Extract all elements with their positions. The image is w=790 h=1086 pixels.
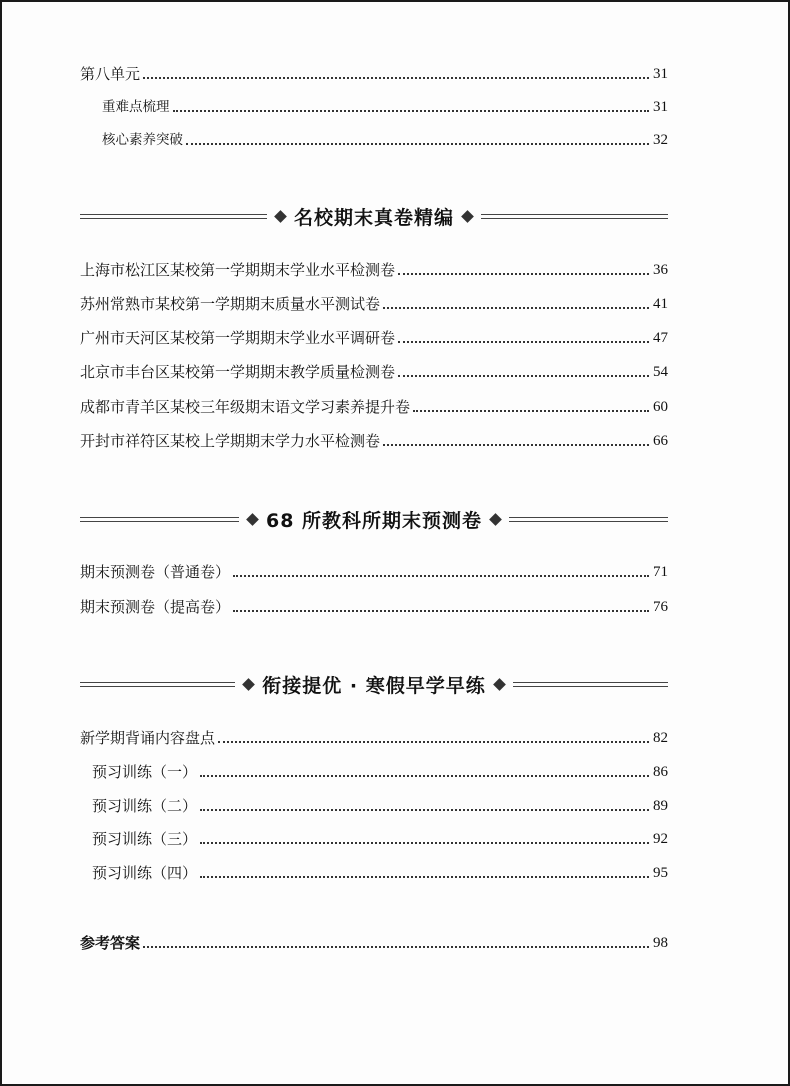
toc-page-number: 92 [653, 831, 668, 847]
leader-dots [398, 273, 649, 275]
diamond-icon [493, 678, 506, 691]
toc-entry-title: 核心素养突破 [102, 132, 183, 148]
leader-dots [383, 444, 649, 446]
toc-entry-title: 期末预测卷（普通卷） [80, 563, 231, 581]
header-rule-left [80, 517, 239, 522]
toc-entry-preview-2[interactable] [92, 792, 668, 816]
header-rule-right [513, 682, 668, 687]
section-header-winter-prep [80, 669, 668, 699]
toc-page-number: 89 [653, 798, 668, 814]
leader-dots [413, 410, 649, 412]
diamond-icon [489, 513, 502, 526]
header-rule-left [80, 682, 235, 687]
toc-page-number: 60 [653, 399, 668, 415]
toc-entry-prediction-normal[interactable] [80, 558, 668, 582]
toc-page-number: 31 [653, 99, 668, 115]
leader-dots [233, 610, 649, 612]
toc-entry-preview-4[interactable] [92, 859, 668, 883]
toc-entry-preview-3[interactable] [92, 825, 668, 849]
toc-page-number: 66 [653, 433, 668, 449]
section-header-famous-schools [80, 201, 668, 231]
toc-page-number: 31 [653, 66, 668, 82]
toc-entry-title: 成都市青羊区某校三年级期末语文学习素养提升卷 [80, 398, 411, 416]
leader-dots [200, 809, 649, 811]
section-heading: 衔接提优 · 寒假早学早练 [262, 674, 486, 697]
toc-entry-preview-1[interactable] [92, 758, 668, 782]
toc-entry-key-points[interactable] [102, 93, 668, 117]
header-rule-left [80, 214, 267, 219]
leader-dots [173, 110, 650, 112]
toc-page-number: 36 [653, 262, 668, 278]
toc-entry-title: 开封市祥符区某校上学期期末学力水平检测卷 [80, 432, 381, 450]
toc-entry-prediction-advanced[interactable] [80, 593, 668, 617]
diamond-icon [242, 678, 255, 691]
toc-page-number: 41 [653, 296, 668, 312]
leader-dots [200, 876, 649, 878]
toc-entry-title: 上海市松江区某校第一学期期末学业水平检测卷 [80, 261, 396, 279]
leader-dots [143, 946, 649, 948]
leader-dots [218, 741, 649, 743]
leader-dots [143, 77, 649, 79]
header-rule-right [481, 214, 668, 219]
toc-entry-core-literacy[interactable] [102, 126, 668, 150]
leader-dots [186, 143, 649, 145]
toc-page-number: 98 [653, 935, 668, 951]
toc-page-number: 86 [653, 764, 668, 780]
toc-page-number: 47 [653, 330, 668, 346]
toc-page-number: 32 [653, 132, 668, 148]
toc-page-number: 54 [653, 364, 668, 380]
toc-page-number: 82 [653, 730, 668, 746]
diamond-icon [274, 210, 287, 223]
toc-page-number: 95 [653, 865, 668, 881]
toc-entry-title: 期末预测卷（提高卷） [80, 598, 231, 616]
toc-entry-title: 参考答案 [80, 934, 141, 952]
toc-entry-kaifeng[interactable] [80, 427, 668, 451]
section-heading: 名校期末真卷精编 [294, 206, 455, 229]
toc-entry-beijing[interactable] [80, 358, 668, 382]
toc-entry-unit8[interactable] [80, 60, 668, 84]
toc-entry-chengdu[interactable] [80, 393, 668, 417]
toc-entry-shanghai[interactable] [80, 256, 668, 280]
toc-entry-title: 第八单元 [80, 65, 141, 83]
diamond-icon [246, 513, 259, 526]
toc-entry-title: 预习训练（二） [92, 797, 198, 815]
toc-entry-title: 北京市丰台区某校第一学期期末教学质量检测卷 [80, 363, 396, 381]
diamond-icon [461, 210, 474, 223]
toc-entry-title: 广州市天河区某校第一学期期末学业水平调研卷 [80, 329, 396, 347]
toc-entry-recitation[interactable] [80, 724, 668, 748]
section-header-prediction [80, 504, 668, 534]
leader-dots [398, 341, 649, 343]
toc-page-number: 71 [653, 564, 668, 580]
toc-entry-title: 预习训练（四） [92, 864, 198, 882]
toc-entry-title: 苏州常熟市某校第一学期期末质量水平测试卷 [80, 295, 381, 313]
toc-page-number: 76 [653, 599, 668, 615]
toc-entry-title: 重难点梳理 [102, 99, 170, 115]
toc-entry-suzhou[interactable] [80, 290, 668, 314]
toc-entry-title: 新学期背诵内容盘点 [80, 729, 216, 747]
header-rule-right [509, 517, 668, 522]
leader-dots [383, 307, 649, 309]
toc-entry-answers[interactable] [80, 929, 668, 953]
toc-entry-title: 预习训练（三） [92, 830, 198, 848]
leader-dots [200, 842, 649, 844]
leader-dots [233, 575, 649, 577]
leader-dots [398, 375, 649, 377]
leader-dots [200, 775, 649, 777]
section-heading: 68 所教科所期末预测卷 [265, 509, 483, 532]
toc-entry-guangzhou[interactable] [80, 324, 668, 348]
toc-entry-title: 预习训练（一） [92, 763, 198, 781]
